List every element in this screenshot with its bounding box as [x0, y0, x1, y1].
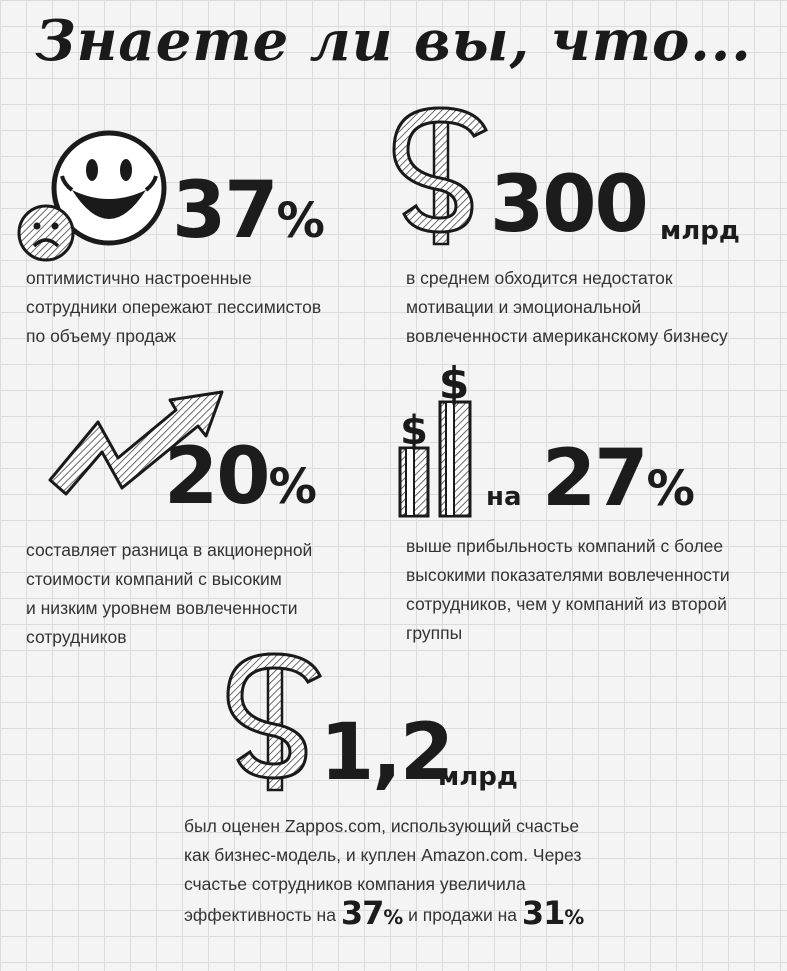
inline-value-sales: 31%: [521, 894, 585, 932]
svg-text:$: $: [400, 408, 428, 454]
stat-unit: млрд: [660, 216, 740, 246]
svg-text:$: $: [438, 358, 470, 409]
stat-prefix: на: [486, 482, 522, 512]
stat-value: 37%: [172, 166, 326, 256]
stat-unit: млрд: [438, 762, 518, 792]
dollar-icon: [230, 652, 320, 792]
stat-description: составляет разница в акционерной стоимости компаний с высоким и низким уровнем вовлеченности сотрудников: [26, 540, 313, 647]
inline-value-efficiency: 37%: [340, 894, 404, 932]
smiley-faces-icon: [14, 128, 174, 268]
stat-shareholder-value: [14, 388, 384, 648]
stat-description: был оценен Zappos.com, использующий счастье как бизнес-модель, и куплен Amazon.com. Через счастье сотрудников компания увеличила эффективность на 37% и продажи на 31%: [184, 812, 704, 932]
stat-zappos: [170, 652, 780, 952]
stat-description: в среднем обходится недостаток мотивации и эмоциональной вовлеченности американскому бизнесу: [406, 268, 728, 346]
stat-value: 1,2: [320, 708, 453, 798]
dollar-icon: [396, 106, 486, 246]
stat-description: выше прибыльность компаний с более высокими показателями вовлеченности сотрудников, чем у компаний из второй группы: [406, 536, 730, 643]
stat-description-last-line: эффективность на 37% и продажи на 31%: [184, 894, 585, 932]
stat-motivation-cost: [392, 106, 782, 346]
page-title: Знаете ли вы, что...: [35, 8, 752, 74]
stat-profitability: [392, 356, 782, 643]
stat-optimists: [14, 128, 384, 358]
stat-value: 20%: [164, 432, 318, 522]
stat-value: 27%: [542, 434, 696, 524]
stat-description: оптимистично настроенные сотрудники опережают пессимистов по объему продаж: [26, 268, 322, 346]
dollar-bars-icon: [392, 356, 482, 526]
stat-value: 300: [490, 160, 647, 250]
